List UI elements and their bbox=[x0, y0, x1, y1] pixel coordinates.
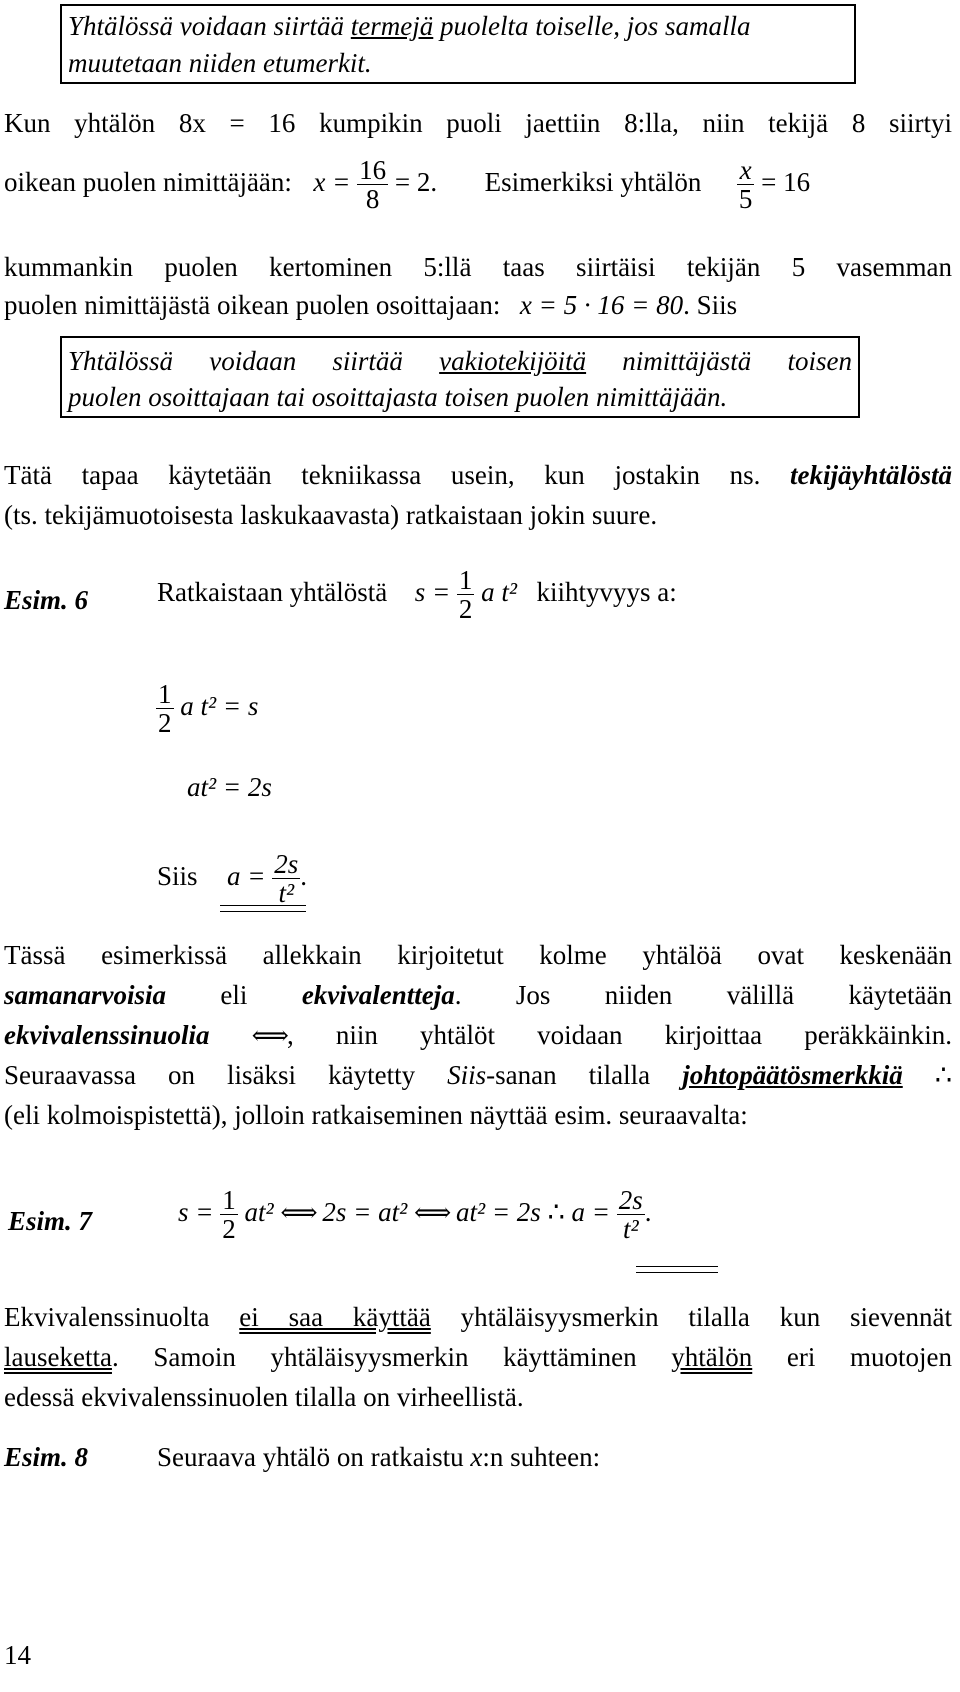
paragraph-3-line-5: (eli kolmoispistettä), jolloin ratkaiseminen näyttää esim. seuraavalta: bbox=[4, 1100, 748, 1130]
page-number: 14 bbox=[4, 1640, 31, 1670]
rule-box-terms bbox=[60, 4, 856, 84]
paragraph-4-line-1: Ekvivalenssinuolta ei saa käyttää yhtäläisyysmerkin tilalla kun sievennät bbox=[4, 1302, 952, 1332]
paragraph-1-line-1: Kun yhtälön 8x = 16 kumpikin puoli jaettiin 8:lla, niin tekijä 8 siirtyi bbox=[4, 108, 952, 138]
example-6-step-1: $\frac{1}{2}$ a t² = s bbox=[158, 679, 259, 739]
therefore-icon: ∴ bbox=[547, 1197, 565, 1228]
paragraph-3-line-1: Tässä esimerkissä allekkain kirjoitetut kolme yhtälöä ovat keskenään bbox=[4, 940, 952, 970]
rule-box-constant-factors-line-1: Yhtälössä voidaan siirtää vakiotekijöitä nimittäjästä toisen bbox=[68, 346, 852, 376]
bold-term-factor-equation: tekijäyhtälöstä bbox=[790, 460, 952, 490]
example-7-equation-chain: s = $\frac{1}{2}$ at² ⟺ 2s = at² ⟺ at² = 2s ∴ a = $\frac{2s}{\text{t²}}$ . bbox=[178, 1185, 652, 1245]
example-6-result: Siis a = $\frac{2s}{\text{t²}}$ . bbox=[157, 849, 308, 909]
example-8-statement: Seuraava yhtälö on ratkaistu x:n suhteen: bbox=[157, 1442, 601, 1472]
underlined-term: termejä bbox=[350, 11, 434, 41]
result-double-underline bbox=[220, 905, 306, 912]
result-double-underline bbox=[636, 1266, 718, 1273]
rule-box-constant-factors bbox=[60, 336, 860, 418]
fraction-one-half: $\frac{1}{2}$ bbox=[158, 679, 172, 739]
paragraph-4-line-3: edessä ekvivalenssinuolen tilalla on virheellistä. bbox=[4, 1382, 524, 1412]
fraction-2s-over-t2: $\frac{2s}{\text{t²}}$ bbox=[274, 849, 299, 909]
rule-box-terms-line-1: Yhtälössä voidaan siirtää termejä puolelta toiselle, jos samalla bbox=[68, 11, 751, 41]
paragraph-2-line-2: (ts. tekijämuotoisesta laskukaavasta) ratkaistaan jokin suure. bbox=[4, 500, 658, 530]
fraction-one-half: $\frac{1}{2}$ bbox=[458, 565, 473, 625]
fraction-one-half: $\frac{1}{2}$ bbox=[222, 1185, 236, 1245]
paragraph-3-line-4: Seuraavassa on lisäksi käytetty Siis-sanan tilalla johtopäätösmerkkiä ∴ bbox=[4, 1060, 952, 1090]
underlined-constant-factors: vakiotekijöitä bbox=[439, 346, 587, 376]
paragraph-3-line-2: samanarvoisia eli ekvivalentteja. Jos niiden välillä käytetään bbox=[4, 980, 952, 1010]
underlined-expression: lauseketta bbox=[4, 1342, 112, 1372]
therefore-icon: ∴ bbox=[934, 1060, 952, 1090]
bold-term-equivalent: samanarvoisia bbox=[4, 980, 167, 1010]
equivalence-arrow-icon: ⟺ bbox=[280, 1198, 316, 1228]
rule-box-constant-factors-line-2: puolen osoittajaan tai osoittajasta toisen puolen nimittäjään. bbox=[68, 382, 728, 412]
equivalence-arrow-icon: ⟺ bbox=[413, 1198, 450, 1228]
paragraph-1-line-2: oikean puolen nimittäjään: x = $\frac{16}{8}$ = 2. Esimerkiksi yhtälön $\frac{x}{5}$ = 16 bbox=[4, 155, 811, 215]
fraction-16-over-8: $\frac{16}{8}$ bbox=[359, 155, 387, 215]
equivalence-arrow-icon: ⟺ bbox=[251, 1021, 287, 1050]
paragraph-1-line-3: kummankin puolen kertominen 5:llä taas siirtäisi tekijän 5 vasemman bbox=[4, 252, 952, 282]
paragraph-3-line-3: ekvivalenssinuolia ⟺, niin yhtälöt voidaan kirjoittaa peräkkäinkin. bbox=[4, 1020, 953, 1050]
rule-box-terms-line-2: muutetaan niiden etumerkit. bbox=[68, 48, 372, 78]
fraction-2s-over-t2: $\frac{2s}{\text{t²}}$ bbox=[618, 1185, 643, 1245]
bold-term-equivalents: ekvivalentteja bbox=[301, 980, 455, 1010]
underlined-equation: yhtälön bbox=[671, 1342, 753, 1372]
paragraph-2-line-1: Tätä tapaa käytetään tekniikassa usein, kun jostakin ns. tekijäyhtälöstä bbox=[4, 460, 952, 490]
fraction-x-over-5: $\frac{x}{5}$ bbox=[738, 155, 753, 215]
example-7-label: Esim. 7 bbox=[8, 1206, 93, 1236]
bold-term-therefore-sign: johtopäätösmerkkiä bbox=[682, 1060, 903, 1090]
underlined-prohibition: ei saa käyttää bbox=[239, 1302, 431, 1332]
example-6-label: Esim. 6 bbox=[4, 585, 89, 615]
paragraph-1-line-4: puolen nimittäjästä oikean puolen osoittajaan: x = 5 · 16 = 80. Siis bbox=[4, 290, 738, 320]
bold-term-equivalence-arrows: ekvivalenssinuolia bbox=[4, 1020, 210, 1050]
example-6-step-2: at² = 2s bbox=[187, 772, 272, 802]
example-8-label: Esim. 8 bbox=[4, 1442, 89, 1472]
paragraph-4-line-2: lauseketta. Samoin yhtäläisyysmerkin käyttäminen yhtälön eri muotojen bbox=[4, 1342, 952, 1372]
example-6-statement: Ratkaistaan yhtälöstä s = $\frac{1}{2}$ a t² kiihtyvyys a: bbox=[157, 565, 677, 625]
